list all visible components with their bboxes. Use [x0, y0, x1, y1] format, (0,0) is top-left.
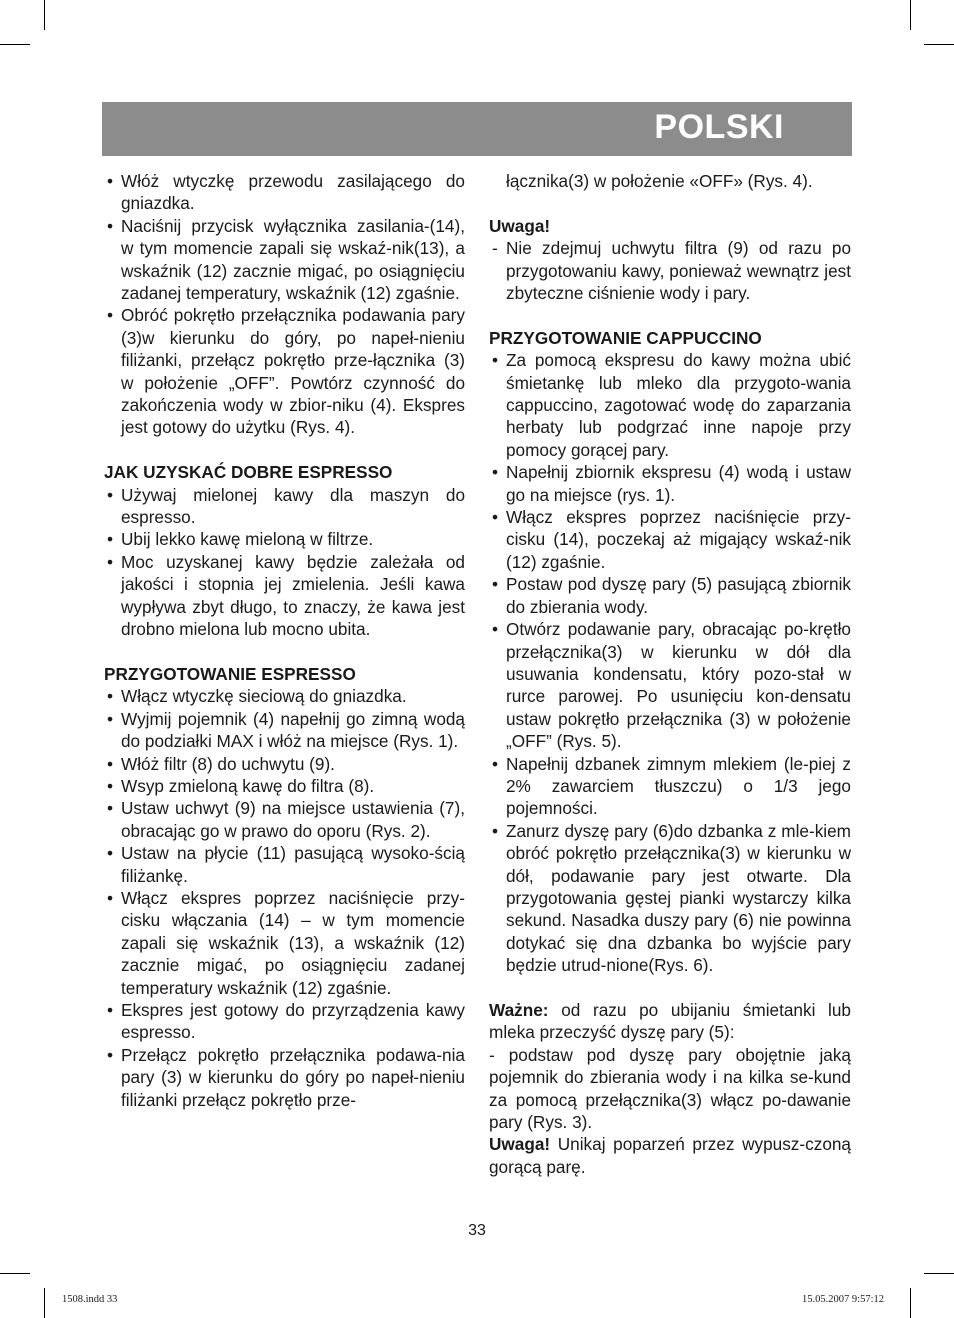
- list-item: • Wyjmij pojemnik (4) napełnij go zimną wodą do podziałki MAX i włóż na miejsce (Rys. 1).: [107, 708, 465, 752]
- continued-text: łącznika(3) w położenie «OFF» (Rys. 4).: [506, 171, 813, 191]
- final-warning: Uwaga! Unikaj poparzeń przez wypusz-czoną gorącą parę.: [489, 1134, 851, 1177]
- list-item: • Przełącz pokrętło przełącznika podawa-nia pary (3) w kierunku do góry po napeł-nieniu filiżanki przełącz pokrętło prze-: [107, 1044, 465, 1110]
- left-column: [104, 170, 465, 1111]
- list-item: • Wsyp zmieloną kawę do filtra (8).: [107, 775, 375, 796]
- crop-mark: [0, 1273, 30, 1274]
- important-step: - podstaw pod dyszę pary obojętnie jaką pojemnik do zbierania wody i na kilka se-kund za pomocą przełącznika(3) włącz po-dawanie pary (Rys. 3).: [489, 1044, 851, 1133]
- list-item: • Moc uzyskanej kawy będzie zależała od jakości i stopnia jej zmielenia. Jeśli kawa wypływa zbyt długo, to znaczy, że kawa jest drobno mielona lub mocno ubita.: [107, 551, 465, 640]
- crop-mark: [44, 1288, 45, 1318]
- list-item: • Ubij lekko kawę mieloną w filtrze.: [107, 529, 374, 550]
- crop-mark: [910, 0, 911, 30]
- list-item: • Włącz ekspres poprzez naciśnięcie przy-cisku włączania (14) – w tym momencie zapali się wskaźnik (13), a wskaźnik (12) zacznie migać, po osiągnięciu zadanej temperatury wskaźnik (12) zgaśnie.: [107, 887, 465, 998]
- section-heading: PRZYGOTOWANIE CAPPUCCINO: [489, 327, 762, 348]
- list-item: • Napełnij dzbanek zimnym mlekiem (le-piej z 2% zawarciem tłuszczu) o 1/3 jego pojemności.: [492, 753, 851, 819]
- crop-mark: [44, 0, 45, 30]
- list-item: • Obróć pokrętło przełącznika podawania pary (3)w kierunku do góry, po napeł-nieniu filiżanki, przełącz pokrętło prze-łącznika (3) w położenie „OFF”. Powtórz czynność do zakończenia wody w zbior-niku (4). Ekspres jest gotowy do użytku (Rys. 4).: [107, 305, 465, 438]
- list-item: • Naciśnij przycisk wyłącznika zasilania-(14), w tym momencie zapali się wskaź-nik(13), a wskaźnik (12) zacznie migać, po osiągnięciu zadanej temperatury, wskaźnik (12) zgaśnie.: [107, 215, 465, 304]
- page-number: 33: [468, 1222, 486, 1239]
- section-heading: PRZYGOTOWANIE ESPRESSO: [104, 663, 356, 684]
- right-column: [489, 170, 851, 1178]
- list-item: • Zanurz dyszę pary (6)do dzbanka z mle-kiem obróć pokrętło przełącznika(3) w kierunku w dół, podawanie pary jest otwarte. Dla przygotowania gęstej pianki wystarczy kilka sekund. Nasadka duszy pary (6) nie powinna dotykać się dna dzbanka bo wyjście pary będzie utrud-nione(Rys. 6).: [492, 820, 851, 976]
- language-title: POLSKI: [654, 108, 784, 146]
- list-item: • Włącz wtyczkę sieciową do gniazdka.: [107, 686, 407, 707]
- print-slug-date: 15.05.2007 9:57:12: [802, 1294, 884, 1305]
- list-item: • Ustaw uchwyt (9) na miejsce ustawienia (7), obracając go w prawo do oporu (Rys. 2).: [107, 798, 465, 841]
- list-item: - Nie zdejmuj uchwytu filtra (9) od razu po przygotowaniu kawy, ponieważ wewnątrz jest zbyteczne ciśnienie wody i pary.: [492, 238, 851, 304]
- crop-mark: [910, 1288, 911, 1318]
- list-item: • Włóż filtr (8) do uchwytu (9).: [107, 753, 335, 774]
- list-item: • Używaj mielonej kawy dla maszyn do espresso.: [107, 484, 465, 528]
- list-item: • Włącz ekspres poprzez naciśnięcie przy-cisku (14), poczekaj aż migający wskaź-nik (12) zgaśnie.: [492, 507, 851, 572]
- list-item: • Napełnij zbiornik ekspresu (4) wodą i ustaw go na miejsce (rys. 1).: [492, 462, 851, 505]
- list-item: • Ustaw na płycie (11) pasującą wysoko-ścią filiżankę.: [107, 843, 465, 886]
- crop-mark: [924, 1273, 954, 1274]
- crop-mark: [0, 44, 30, 45]
- language-header-bar: [102, 102, 852, 156]
- warning-heading: Uwaga!: [489, 215, 551, 236]
- list-item: • Za pomocą ekspresu do kawy można ubić śmietankę lub mleko dla przygoto-wania cappuccino, zagotować wodę do zaparzania herbaty lub podgrzać inne napoje przy pomocy gorącej pary.: [492, 350, 851, 460]
- list-item: • Otwórz podawanie pary, obracając po-krętło przełącznika(3) w kierunku w dół dla usuwania kondensatu, który pozo-stał w rurce parowej. Po usunięciu kon-densatu ustaw pokrętło przełącznika (3) w położenie „OFF” (Rys. 5).: [492, 619, 851, 752]
- important-note: Ważne: od razu po ubijaniu śmietanki lub mleka przeczyść dyszę pary (5):: [489, 999, 851, 1043]
- section-heading: JAK UZYSKAĆ DOBRE ESPRESSO: [104, 462, 393, 483]
- list-item: • Ekspres jest gotowy do przyrządzenia kawy espresso.: [107, 1000, 465, 1043]
- print-slug-file: 1508.indd 33: [62, 1294, 118, 1305]
- list-item: • Postaw pod dyszę pary (5) pasującą zbiornik do zbierania wody.: [492, 574, 851, 617]
- crop-mark: [924, 44, 954, 45]
- list-item: • Włóż wtyczkę przewodu zasilającego do gniazdka.: [107, 171, 465, 214]
